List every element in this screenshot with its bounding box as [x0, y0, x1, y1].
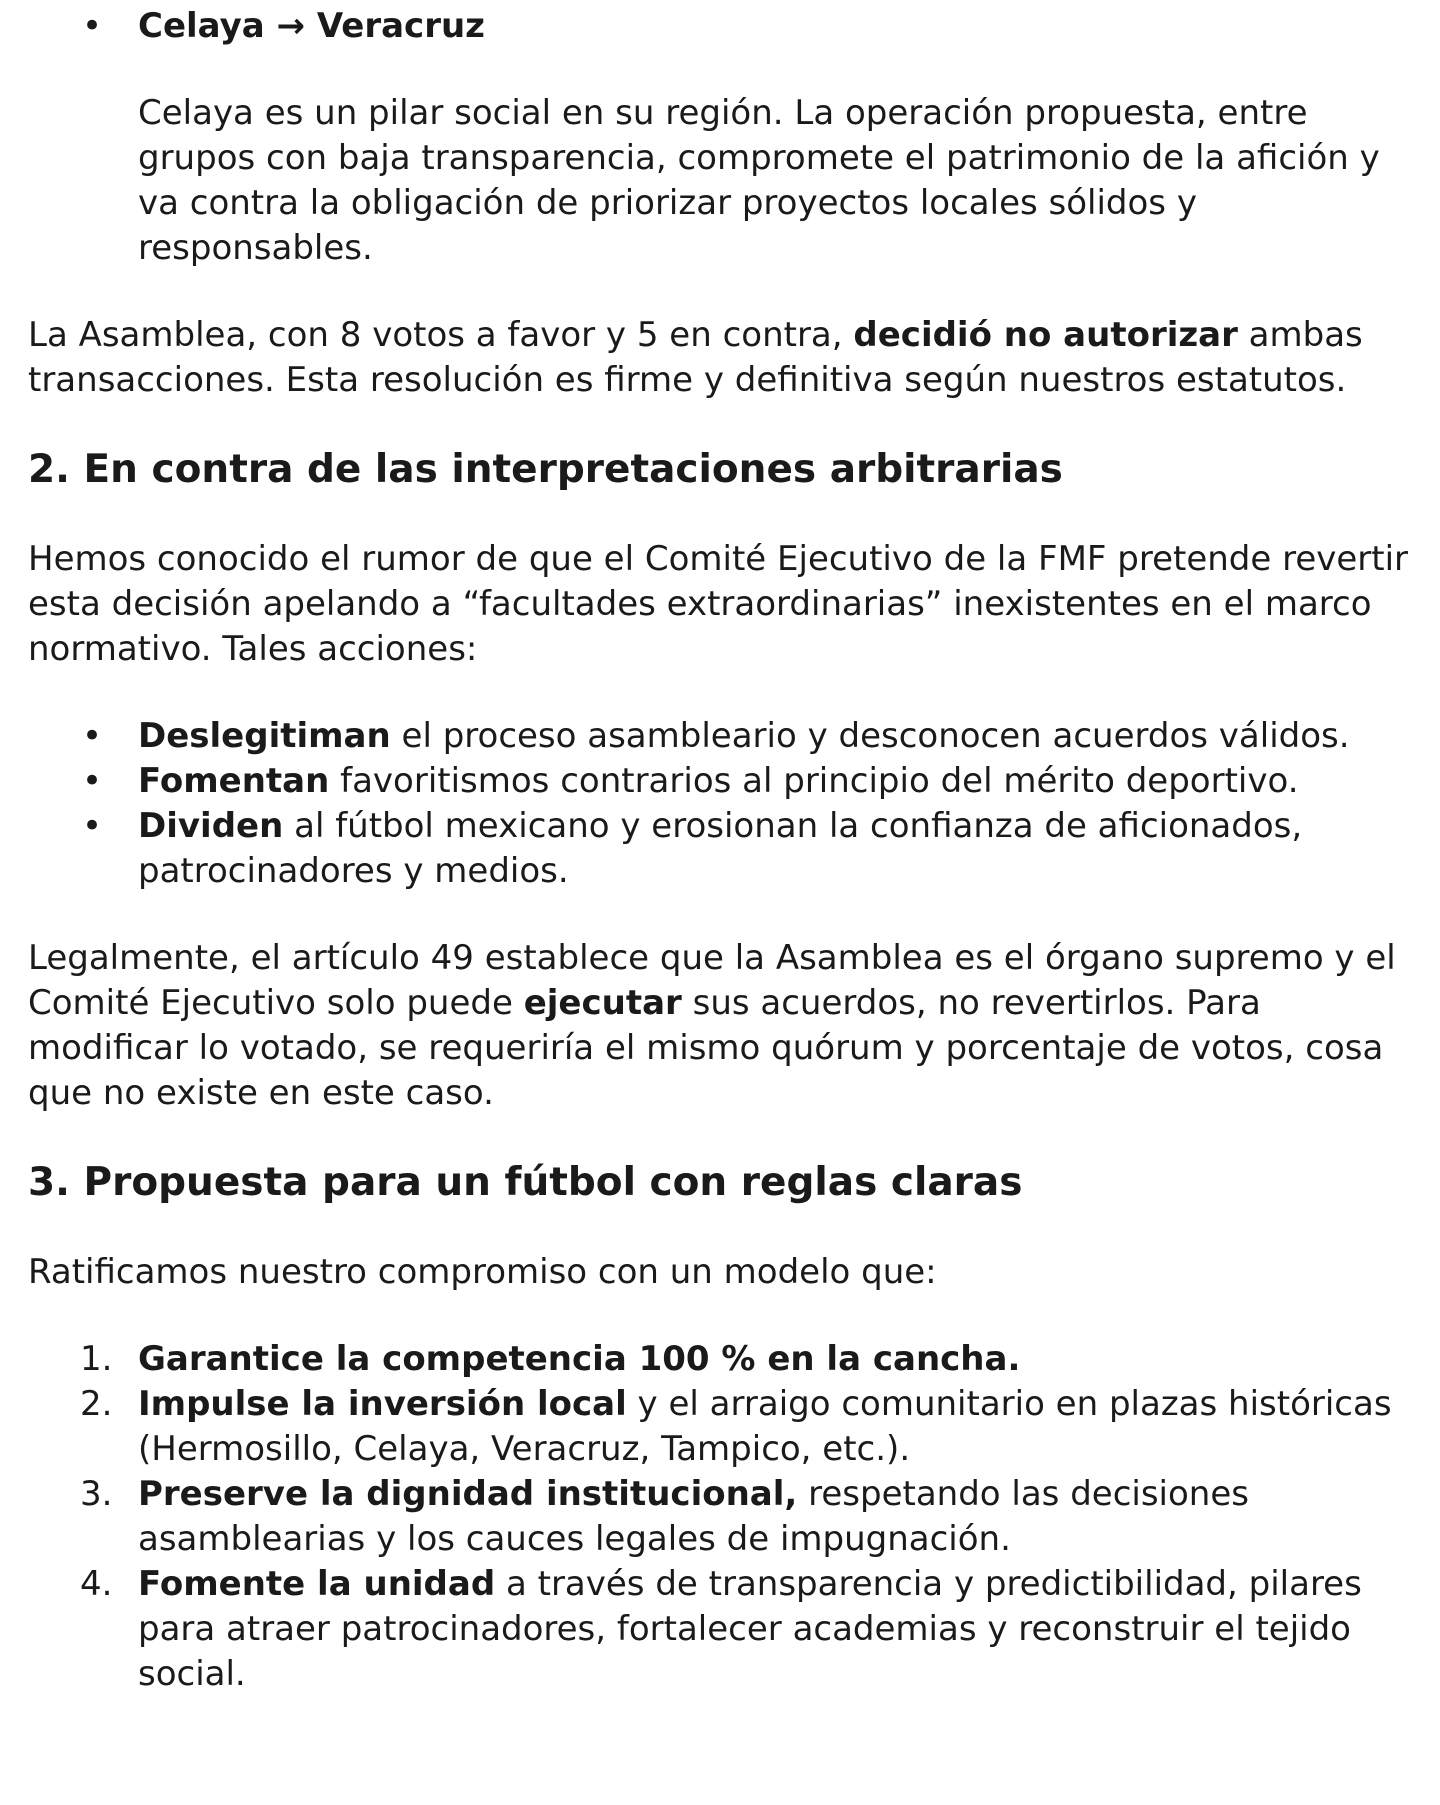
bullet-text: el proceso asambleario y desconocen acuerdos válidos.	[390, 716, 1350, 756]
section-2-heading: 2. En contra de las interpretaciones arbitrarias	[28, 447, 1063, 492]
section-3-heading: 3. Propuesta para un fútbol con reglas claras	[28, 1160, 1023, 1205]
item-number: 2.	[80, 1384, 113, 1424]
section-2-intro: Hemos conocido el rumor de que el Comité Ejecutivo de la FMF pretende revertir esta decisión apelando a “facultades extraordinarias” inexistentes en el marco normativo. Tales acciones:	[28, 539, 1409, 669]
route-title: Celaya → Veracruz	[138, 6, 485, 46]
section-3-intro: Ratificamos nuestro compromiso con un modelo que:	[28, 1252, 937, 1292]
assembly-text-after: ambas transacciones. Esta resolución es firme y definitiva según nuestros estatutos.	[28, 315, 1363, 400]
route-list	[28, 4, 1410, 49]
section-2-bullets	[28, 714, 1410, 894]
item-bold-text: Preserve la dignidad institucional,	[138, 1474, 798, 1514]
legal-text-before: Legalmente, el artículo 49 establece que la Asamblea es el órgano supremo y el Comité Ejecutivo solo puede	[28, 938, 1396, 1023]
item-text: a través de transparencia y predictibilidad, pilares para atraer patrocinadores, fortalecer academias y reconstruir el tejido social.	[138, 1564, 1362, 1694]
list-item	[28, 804, 1410, 894]
list-item	[28, 714, 1410, 759]
route-description: Celaya es un pilar social en su región. La operación propuesta, entre grupos con baja transparencia, compromete el patrimonio de la afición y va contra la obligación de priorizar proyectos locales sólidos y responsables.	[138, 93, 1380, 268]
list-item	[28, 1472, 1410, 1562]
item-number: 1.	[80, 1339, 113, 1379]
item-text: y el arraigo comunitario en plazas históricas (Hermosillo, Celaya, Veracruz, Tampico, etc.).	[138, 1384, 1392, 1469]
bullet-dot: •	[82, 761, 103, 801]
item-text: respetando las decisiones asamblearias y los cauces legales de impugnación.	[138, 1474, 1249, 1559]
item-number: 3.	[80, 1474, 113, 1514]
assembly-text-before: La Asamblea, con 8 votos a favor y 5 en contra,	[28, 315, 854, 355]
bullet-dot: •	[82, 806, 103, 846]
bullet-text: favoritismos contrarios al principio del mérito deportivo.	[329, 761, 1299, 801]
item-bold-text: Garantice la competencia 100 % en la cancha.	[138, 1339, 1021, 1379]
list-item	[28, 1337, 1410, 1382]
bullet-bold-text: Dividen	[138, 806, 284, 846]
bullet-bold-text: Deslegitiman	[138, 716, 391, 756]
legal-text-after: sus acuerdos, no revertirlos. Para modificar lo votado, se requeriría el mismo quórum y porcentaje de votos, cosa que no existe en este caso.	[28, 983, 1384, 1113]
item-bold-text: Impulse la inversión local	[138, 1384, 627, 1424]
bullet-bold-text: Fomentan	[138, 761, 330, 801]
bullet-text: al fútbol mexicano y erosionan la confianza de aficionados, patrocinadores y medios.	[138, 806, 1303, 891]
bullet-dot: •	[82, 716, 103, 756]
legal-bold-text: ejecutar	[523, 983, 682, 1023]
bullet-dot: •	[82, 6, 103, 46]
list-item	[28, 759, 1410, 804]
item-bold-text: Fomente la unidad	[138, 1564, 496, 1604]
list-item	[28, 1562, 1410, 1697]
item-number: 4.	[80, 1564, 113, 1604]
list-item	[28, 1382, 1410, 1472]
assembly-bold-text: decidió no autorizar	[853, 315, 1238, 355]
list-item	[28, 4, 1410, 49]
assembly-paragraph	[28, 313, 1410, 403]
legal-paragraph	[28, 936, 1410, 1116]
section-3-list	[28, 1337, 1410, 1697]
